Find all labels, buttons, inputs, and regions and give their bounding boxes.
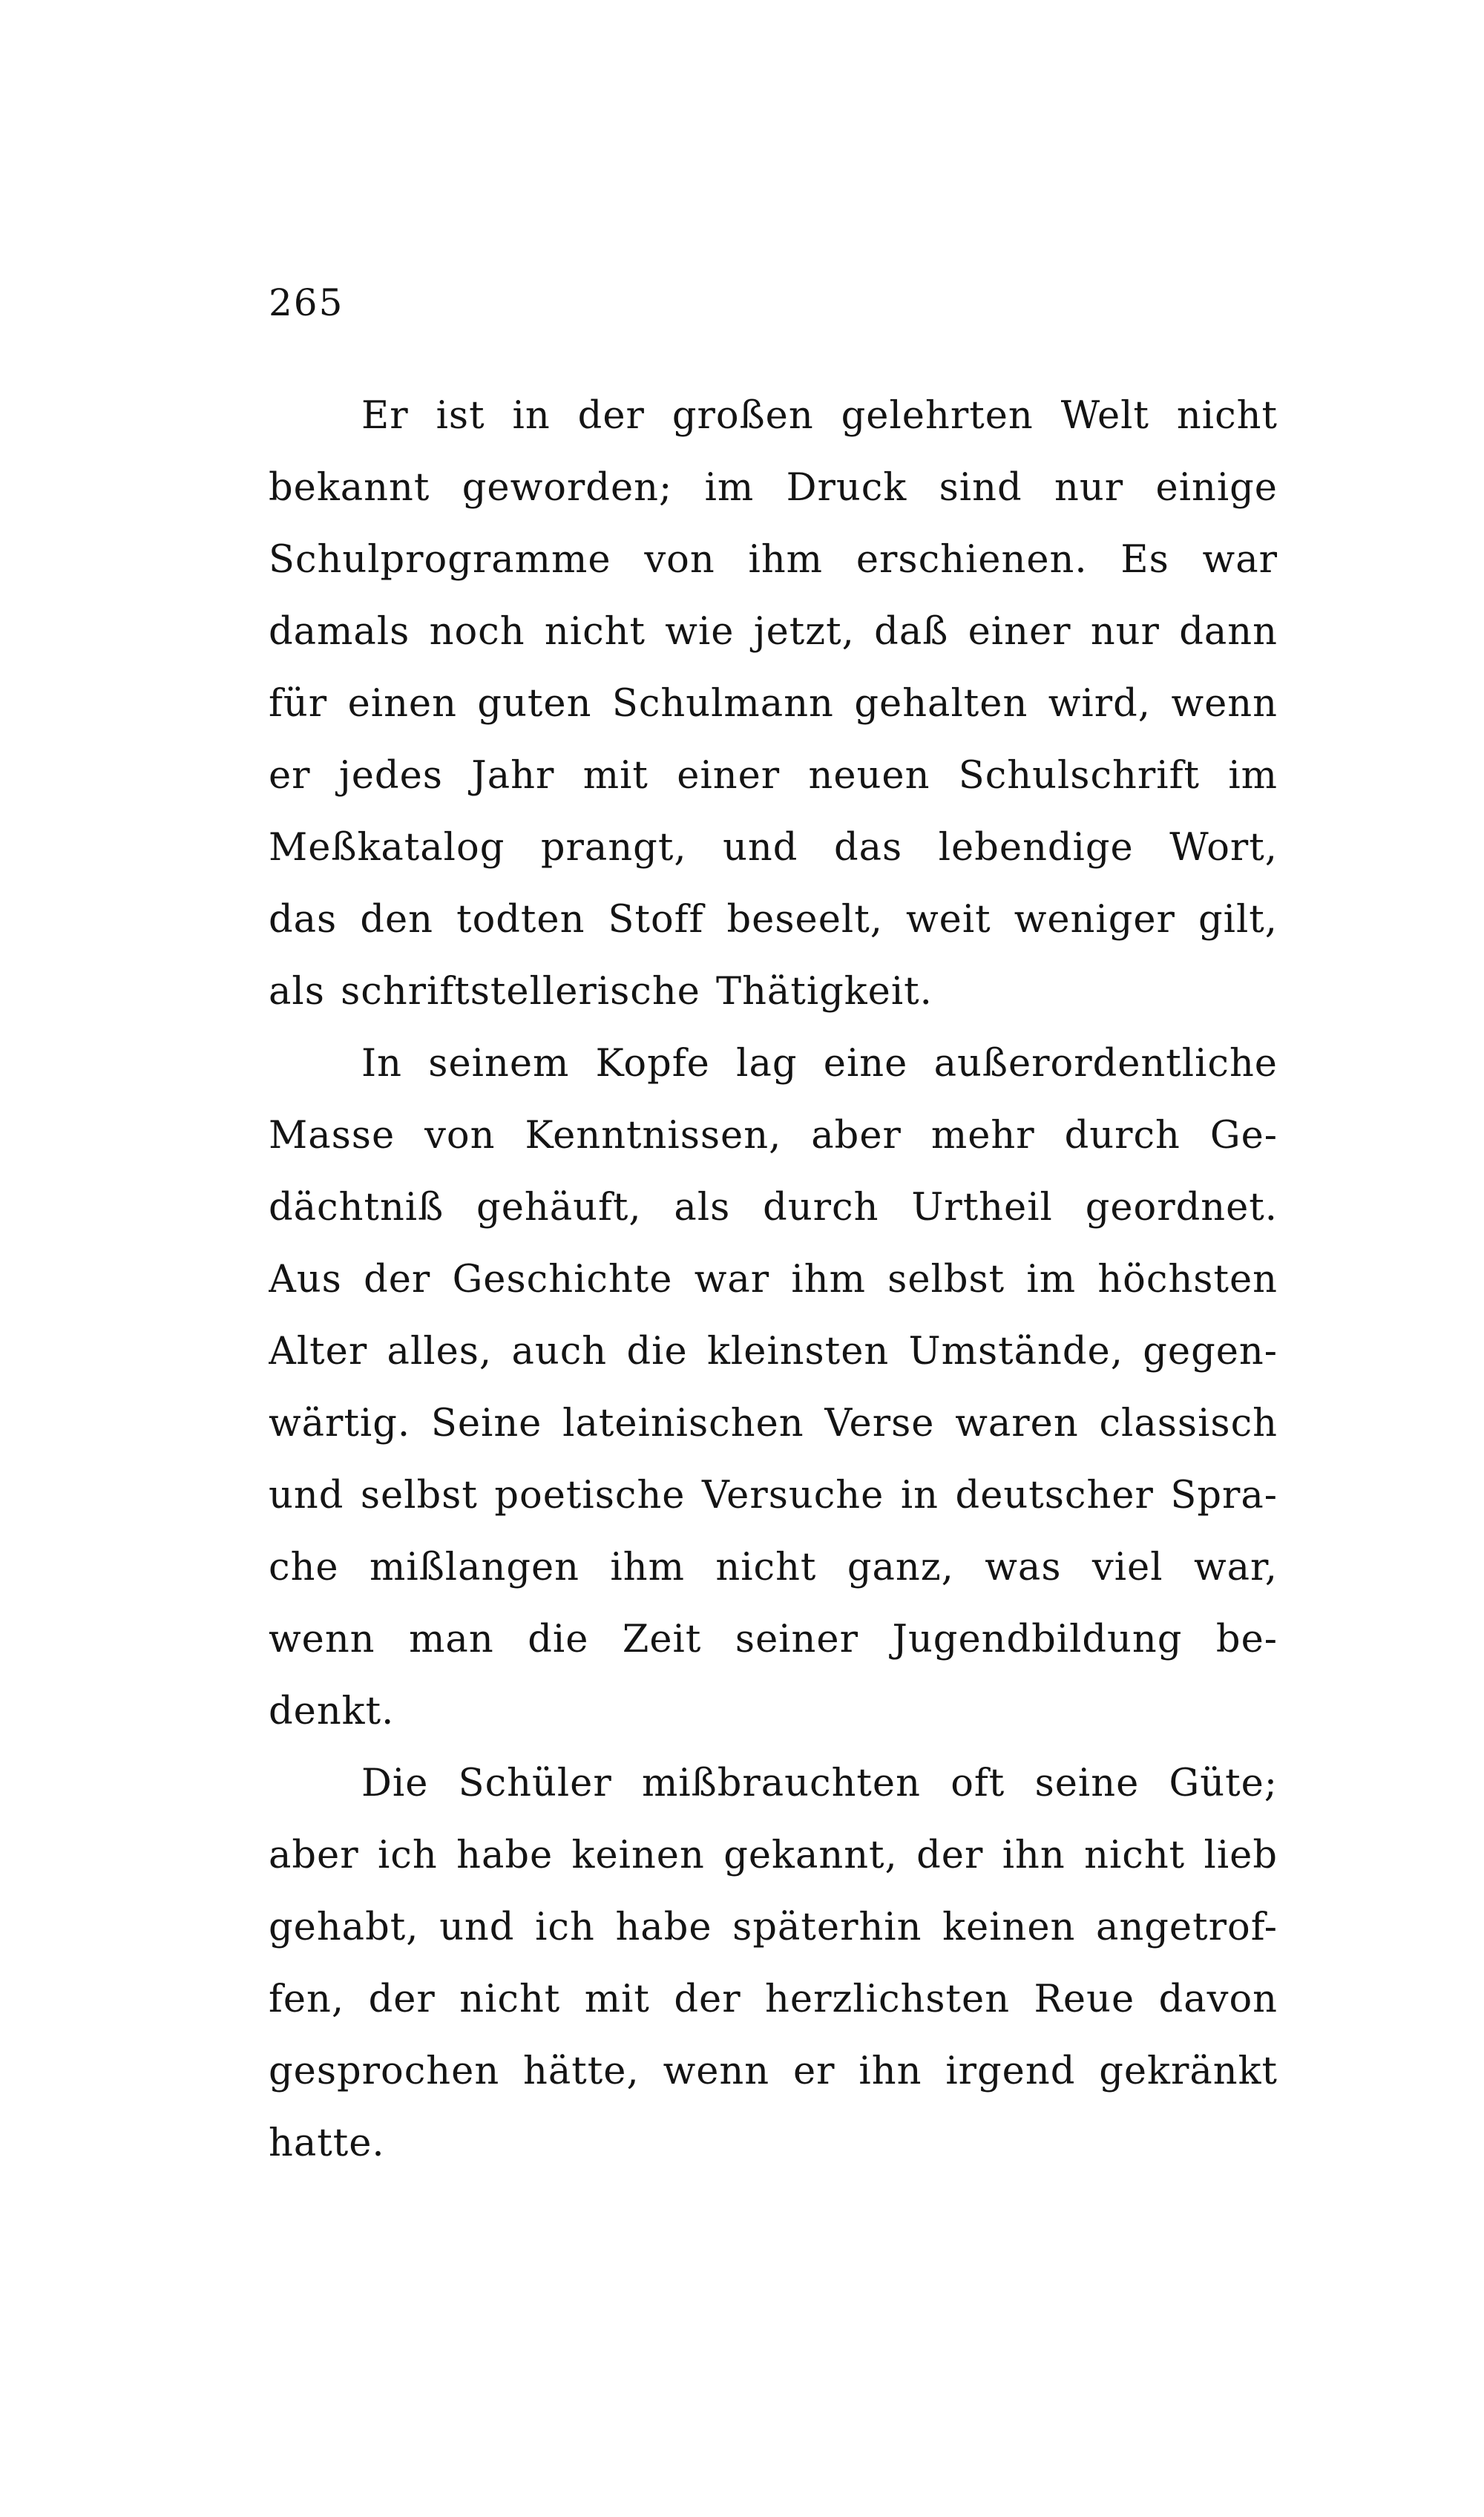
text-line: che mißlangen ihm nicht ganz, was viel war, xyxy=(269,1546,1278,1589)
body-text xyxy=(269,380,1278,2179)
paragraph-3 xyxy=(269,1748,1278,2179)
text-line: Meßkatalog prangt, und das lebendige Wort, xyxy=(269,826,1278,870)
paragraph-2 xyxy=(269,1028,1278,1748)
text-line: für einen guten Schulmann gehalten wird, wenn xyxy=(269,682,1278,726)
text-line: Er ist in der großen gelehrten Welt nicht xyxy=(361,394,1278,438)
text-line: aber ich habe keinen gekannt, der ihn nicht lieb xyxy=(269,1834,1278,1877)
paragraph-1 xyxy=(269,380,1278,1028)
text-line: Die Schüler mißbrauchten oft seine Güte; xyxy=(361,1762,1278,1805)
text-line: und selbst poetische Versuche in deutscher Spra- xyxy=(269,1474,1278,1517)
text-line: In seinem Kopfe lag eine außerordentliche xyxy=(361,1042,1278,1086)
text-line: fen, der nicht mit der herzlichsten Reue davon xyxy=(269,1978,1278,2021)
text-line: dächtniß gehäuft, als durch Urtheil geordnet. xyxy=(269,1186,1278,1230)
page-number: 265 xyxy=(269,281,344,324)
text-line: hatte. xyxy=(269,2121,385,2165)
text-line: gehabt, und ich habe späterhin keinen angetrof- xyxy=(269,1906,1278,1949)
text-line: wärtig. Seine lateinischen Verse waren classisch xyxy=(269,1402,1278,1445)
text-line: wenn man die Zeit seiner Jugendbildung be- xyxy=(269,1618,1278,1661)
text-line: er jedes Jahr mit einer neuen Schulschrift im xyxy=(269,754,1278,798)
text-line: gesprochen hätte, wenn er ihn irgend gekränkt xyxy=(269,2050,1278,2093)
text-line: Schulprogramme von ihm erschienen. Es war xyxy=(269,538,1278,582)
text-line: denkt. xyxy=(269,1690,395,1733)
text-line: bekannt geworden; im Druck sind nur einige xyxy=(269,466,1278,510)
text-line: das den todten Stoff beseelt, weit weniger gilt, xyxy=(269,898,1278,942)
text-line: damals noch nicht wie jetzt, daß einer nur dann xyxy=(269,610,1278,654)
text-line: Aus der Geschichte war ihm selbst im höchsten xyxy=(269,1258,1278,1302)
text-line: Alter alles, auch die kleinsten Umstände, gegen- xyxy=(269,1330,1278,1374)
text-line: Masse von Kenntnissen, aber mehr durch Ge- xyxy=(269,1114,1278,1158)
text-line: als schriftstellerische Thätigkeit. xyxy=(269,970,933,1014)
